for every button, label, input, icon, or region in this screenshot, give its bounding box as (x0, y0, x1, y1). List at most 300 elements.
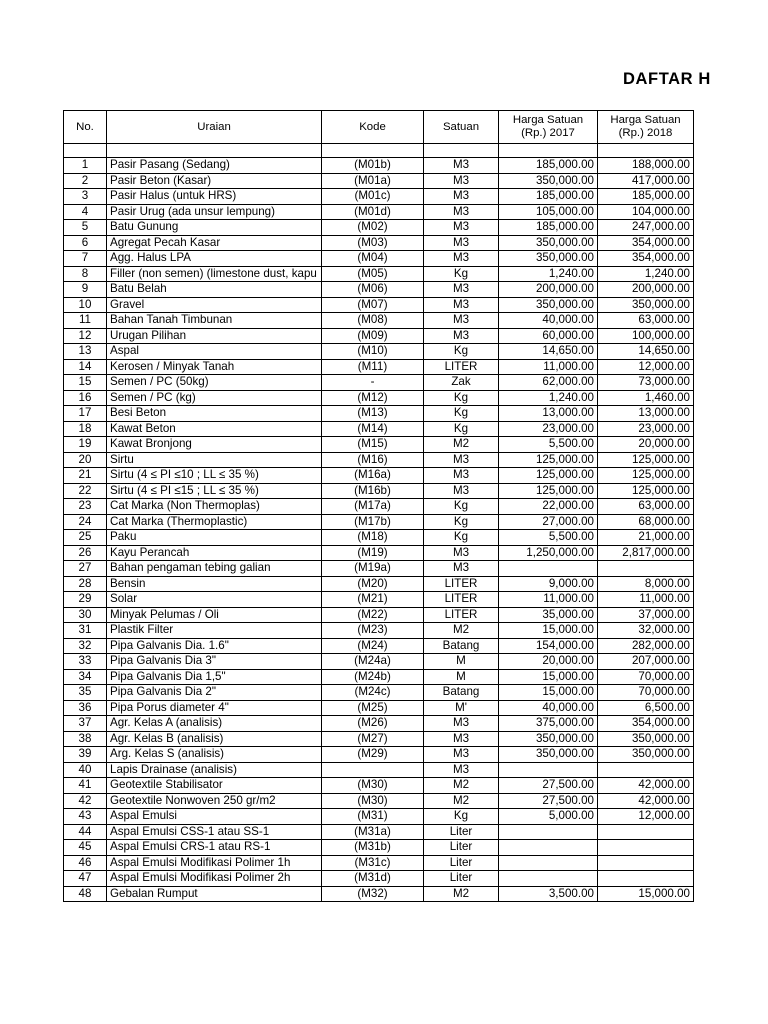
cell-kode: (M24) (322, 638, 424, 654)
cell-satuan: M3 (424, 173, 499, 189)
cell-satuan: M3 (424, 747, 499, 763)
cell-kode: (M11) (322, 359, 424, 375)
cell-harga-2018: 12,000.00 (598, 359, 694, 375)
cell-harga-2017: 350,000.00 (499, 747, 598, 763)
cell-harga-2017 (499, 855, 598, 871)
cell-harga-2017: 125,000.00 (499, 483, 598, 499)
cell-kode: (M19) (322, 545, 424, 561)
cell-satuan: Kg (424, 266, 499, 282)
cell-kode: (M08) (322, 313, 424, 329)
cell-no: 5 (64, 220, 107, 236)
cell-no: 9 (64, 282, 107, 298)
table-row (64, 840, 694, 856)
cell-no: 11 (64, 313, 107, 329)
cell-harga-2018: 11,000.00 (598, 592, 694, 608)
cell-harga-2018 (598, 871, 694, 887)
cell-kode: (M01a) (322, 173, 424, 189)
cell-harga-2017: 105,000.00 (499, 204, 598, 220)
cell-no: 4 (64, 204, 107, 220)
cell-harga-2018: 2,817,000.00 (598, 545, 694, 561)
cell-harga-2017: 11,000.00 (499, 592, 598, 608)
table-row (64, 731, 694, 747)
cell-harga-2018: 200,000.00 (598, 282, 694, 298)
cell-no: 31 (64, 623, 107, 639)
cell-kode: (M07) (322, 297, 424, 313)
cell-harga-2018: 63,000.00 (598, 313, 694, 329)
cell-kode: (M29) (322, 747, 424, 763)
cell-harga-2017: 22,000.00 (499, 499, 598, 515)
cell-satuan: Liter (424, 824, 499, 840)
cell-no: 13 (64, 344, 107, 360)
cell-harga-2018: 100,000.00 (598, 328, 694, 344)
cell-harga-2018 (598, 561, 694, 577)
cell-harga-2017: 350,000.00 (499, 251, 598, 267)
cell-satuan: M3 (424, 158, 499, 174)
table-row (64, 654, 694, 670)
cell-harga-2017: 35,000.00 (499, 607, 598, 623)
table-row (64, 778, 694, 794)
cell-uraian: Urugan Pilihan (107, 328, 322, 344)
cell-satuan: M2 (424, 778, 499, 794)
header-satuan: Satuan (424, 111, 499, 144)
cell-harga-2018: 282,000.00 (598, 638, 694, 654)
cell-kode: (M31d) (322, 871, 424, 887)
cell-harga-2017: 27,000.00 (499, 514, 598, 530)
cell-harga-2018 (598, 762, 694, 778)
cell-satuan: M3 (424, 328, 499, 344)
cell-harga-2017: 3,500.00 (499, 886, 598, 902)
cell-kode: (M02) (322, 220, 424, 236)
cell-uraian: Arg. Kelas S (analisis) (107, 747, 322, 763)
cell-harga-2017: 20,000.00 (499, 654, 598, 670)
cell-harga-2017: 13,000.00 (499, 406, 598, 422)
cell-harga-2018: 63,000.00 (598, 499, 694, 515)
cell-satuan: LITER (424, 359, 499, 375)
cell-harga-2017: 1,250,000.00 (499, 545, 598, 561)
cell-uraian: Aspal Emulsi Modifikasi Polimer 2h (107, 871, 322, 887)
cell-satuan: M3 (424, 731, 499, 747)
table-row (64, 359, 694, 375)
cell-kode: (M01d) (322, 204, 424, 220)
cell-harga-2018: 354,000.00 (598, 251, 694, 267)
table-row (64, 235, 694, 251)
cell-no: 15 (64, 375, 107, 391)
cell-satuan: M3 (424, 189, 499, 205)
table-row (64, 189, 694, 205)
table-row (64, 824, 694, 840)
cell-kode: (M22) (322, 607, 424, 623)
cell-uraian: Bahan Tanah Timbunan (107, 313, 322, 329)
cell-harga-2017: 11,000.00 (499, 359, 598, 375)
cell-no: 40 (64, 762, 107, 778)
cell-no: 14 (64, 359, 107, 375)
cell-uraian: Geotextile Nonwoven 250 gr/m2 (107, 793, 322, 809)
cell-satuan: M3 (424, 452, 499, 468)
cell-uraian: Cat Marka (Thermoplastic) (107, 514, 322, 530)
price-table (63, 110, 694, 902)
cell-kode: (M30) (322, 793, 424, 809)
cell-no: 24 (64, 514, 107, 530)
cell-harga-2018: 32,000.00 (598, 623, 694, 639)
cell-harga-2018: 6,500.00 (598, 700, 694, 716)
cell-harga-2018: 354,000.00 (598, 716, 694, 732)
cell-harga-2018: 37,000.00 (598, 607, 694, 623)
cell-satuan: M3 (424, 468, 499, 484)
cell-harga-2017 (499, 824, 598, 840)
cell-kode: (M12) (322, 390, 424, 406)
cell-harga-2017: 125,000.00 (499, 452, 598, 468)
cell-satuan: M2 (424, 437, 499, 453)
cell-uraian: Agr. Kelas B (analisis) (107, 731, 322, 747)
cell-satuan: M3 (424, 235, 499, 251)
cell-satuan: M2 (424, 793, 499, 809)
table-row (64, 158, 694, 174)
cell-kode: (M01b) (322, 158, 424, 174)
cell-uraian: Pasir Halus (untuk HRS) (107, 189, 322, 205)
blank-row (64, 144, 694, 158)
cell-uraian: Pipa Galvanis Dia. 1.6" (107, 638, 322, 654)
page-title: DAFTAR H (623, 70, 711, 88)
cell-harga-2017: 350,000.00 (499, 297, 598, 313)
cell-satuan: LITER (424, 607, 499, 623)
cell-kode: (M23) (322, 623, 424, 639)
cell-no: 1 (64, 158, 107, 174)
table-row (64, 406, 694, 422)
cell-no: 6 (64, 235, 107, 251)
cell-uraian: Sirtu (4 ≤ PI ≤15 ; LL ≤ 35 %) (107, 483, 322, 499)
cell-no: 12 (64, 328, 107, 344)
cell-kode: (M32) (322, 886, 424, 902)
table-row (64, 204, 694, 220)
table-row (64, 220, 694, 236)
cell-no: 30 (64, 607, 107, 623)
cell-no: 7 (64, 251, 107, 267)
cell-uraian: Pipa Porus diameter 4" (107, 700, 322, 716)
cell-kode: (M31) (322, 809, 424, 825)
table-row (64, 421, 694, 437)
cell-uraian: Semen / PC (50kg) (107, 375, 322, 391)
cell-uraian: Filler (non semen) (limestone dust, kapu (107, 266, 322, 282)
cell-no: 21 (64, 468, 107, 484)
cell-kode: (M01c) (322, 189, 424, 205)
table-row (64, 716, 694, 732)
cell-uraian: Aspal Emulsi CSS-1 atau SS-1 (107, 824, 322, 840)
cell-satuan: Kg (424, 421, 499, 437)
cell-satuan: LITER (424, 592, 499, 608)
cell-harga-2018: 125,000.00 (598, 483, 694, 499)
cell-harga-2018: 350,000.00 (598, 297, 694, 313)
cell-kode: (M24a) (322, 654, 424, 670)
cell-no: 38 (64, 731, 107, 747)
cell-harga-2017: 185,000.00 (499, 158, 598, 174)
table-row (64, 251, 694, 267)
table-row (64, 855, 694, 871)
table-row (64, 328, 694, 344)
header-kode: Kode (322, 111, 424, 144)
cell-no: 34 (64, 669, 107, 685)
cell-satuan: Batang (424, 685, 499, 701)
cell-harga-2018: 417,000.00 (598, 173, 694, 189)
table-row (64, 266, 694, 282)
cell-harga-2017: 62,000.00 (499, 375, 598, 391)
cell-no: 27 (64, 561, 107, 577)
cell-harga-2017: 40,000.00 (499, 700, 598, 716)
cell-harga-2017: 375,000.00 (499, 716, 598, 732)
cell-satuan: LITER (424, 576, 499, 592)
cell-uraian: Kawat Beton (107, 421, 322, 437)
cell-harga-2017: 5,500.00 (499, 437, 598, 453)
cell-no: 8 (64, 266, 107, 282)
cell-satuan: Kg (424, 390, 499, 406)
cell-no: 37 (64, 716, 107, 732)
cell-harga-2018 (598, 855, 694, 871)
table-row (64, 886, 694, 902)
cell-uraian: Gebalan Rumput (107, 886, 322, 902)
cell-harga-2017: 125,000.00 (499, 468, 598, 484)
cell-kode: (M30) (322, 778, 424, 794)
cell-satuan: Liter (424, 871, 499, 887)
cell-harga-2018: 247,000.00 (598, 220, 694, 236)
cell-kode: (M27) (322, 731, 424, 747)
cell-no: 19 (64, 437, 107, 453)
cell-no: 41 (64, 778, 107, 794)
cell-uraian: Bahan pengaman tebing galian (107, 561, 322, 577)
cell-no: 39 (64, 747, 107, 763)
table-row (64, 530, 694, 546)
cell-kode: (M05) (322, 266, 424, 282)
cell-uraian: Sirtu (107, 452, 322, 468)
cell-uraian: Batu Gunung (107, 220, 322, 236)
cell-no: 48 (64, 886, 107, 902)
cell-uraian: Solar (107, 592, 322, 608)
header-harga-2018: Harga Satuan (Rp.) 2018 (598, 111, 694, 144)
cell-harga-2018: 125,000.00 (598, 468, 694, 484)
cell-kode: (M31a) (322, 824, 424, 840)
cell-no: 20 (64, 452, 107, 468)
cell-harga-2017: 27,500.00 (499, 778, 598, 794)
cell-harga-2018: 1,240.00 (598, 266, 694, 282)
cell-satuan: M3 (424, 297, 499, 313)
cell-no: 47 (64, 871, 107, 887)
cell-no: 25 (64, 530, 107, 546)
cell-kode: (M06) (322, 282, 424, 298)
header-no: No. (64, 111, 107, 144)
cell-no: 36 (64, 700, 107, 716)
cell-uraian: Kawat Bronjong (107, 437, 322, 453)
table-row (64, 669, 694, 685)
cell-satuan: M3 (424, 716, 499, 732)
cell-kode: (M24b) (322, 669, 424, 685)
cell-harga-2017: 350,000.00 (499, 173, 598, 189)
table-row (64, 561, 694, 577)
cell-harga-2017: 350,000.00 (499, 731, 598, 747)
cell-harga-2017: 23,000.00 (499, 421, 598, 437)
cell-satuan: M3 (424, 545, 499, 561)
cell-harga-2018: 12,000.00 (598, 809, 694, 825)
cell-satuan: Kg (424, 499, 499, 515)
table-row (64, 747, 694, 763)
cell-harga-2018: 104,000.00 (598, 204, 694, 220)
cell-harga-2018: 1,460.00 (598, 390, 694, 406)
cell-uraian: Kayu Perancah (107, 545, 322, 561)
cell-uraian: Pasir Beton (Kasar) (107, 173, 322, 189)
table-row (64, 793, 694, 809)
cell-uraian: Batu Belah (107, 282, 322, 298)
cell-uraian: Geotextile Stabilisator (107, 778, 322, 794)
cell-satuan: Kg (424, 344, 499, 360)
cell-harga-2018: 8,000.00 (598, 576, 694, 592)
cell-harga-2018: 185,000.00 (598, 189, 694, 205)
cell-kode: - (322, 375, 424, 391)
table-row (64, 173, 694, 189)
cell-kode: (M04) (322, 251, 424, 267)
cell-no: 35 (64, 685, 107, 701)
table-row (64, 514, 694, 530)
cell-harga-2017: 154,000.00 (499, 638, 598, 654)
cell-no: 42 (64, 793, 107, 809)
cell-harga-2017: 15,000.00 (499, 623, 598, 639)
table-row (64, 282, 694, 298)
table-row (64, 437, 694, 453)
cell-harga-2017: 15,000.00 (499, 685, 598, 701)
cell-kode: (M14) (322, 421, 424, 437)
cell-uraian: Kerosen / Minyak Tanah (107, 359, 322, 375)
table-row (64, 871, 694, 887)
cell-harga-2017 (499, 762, 598, 778)
cell-harga-2017: 60,000.00 (499, 328, 598, 344)
cell-no: 46 (64, 855, 107, 871)
cell-no: 26 (64, 545, 107, 561)
cell-uraian: Plastik Filter (107, 623, 322, 639)
cell-uraian: Cat Marka (Non Thermoplas) (107, 499, 322, 515)
cell-satuan: M3 (424, 204, 499, 220)
cell-no: 10 (64, 297, 107, 313)
cell-kode: (M17b) (322, 514, 424, 530)
cell-uraian: Pipa Galvanis Dia 3" (107, 654, 322, 670)
table-row (64, 545, 694, 561)
cell-no: 18 (64, 421, 107, 437)
cell-uraian: Aspal Emulsi (107, 809, 322, 825)
cell-uraian: Semen / PC (kg) (107, 390, 322, 406)
cell-harga-2018: 350,000.00 (598, 731, 694, 747)
header-harga-2017: Harga Satuan (Rp.) 2017 (499, 111, 598, 144)
cell-kode: (M18) (322, 530, 424, 546)
table-row (64, 576, 694, 592)
cell-satuan: M2 (424, 886, 499, 902)
cell-harga-2017: 5,000.00 (499, 809, 598, 825)
cell-harga-2018: 350,000.00 (598, 747, 694, 763)
cell-satuan: M3 (424, 220, 499, 236)
cell-kode: (M31b) (322, 840, 424, 856)
cell-harga-2017: 1,240.00 (499, 390, 598, 406)
cell-uraian: Aspal Emulsi CRS-1 atau RS-1 (107, 840, 322, 856)
cell-uraian: Lapis Drainase (analisis) (107, 762, 322, 778)
cell-harga-2018: 68,000.00 (598, 514, 694, 530)
cell-harga-2017: 185,000.00 (499, 220, 598, 236)
cell-uraian: Pipa Galvanis Dia 1,5" (107, 669, 322, 685)
cell-uraian: Gravel (107, 297, 322, 313)
cell-no: 33 (64, 654, 107, 670)
cell-satuan: M3 (424, 561, 499, 577)
cell-no: 32 (64, 638, 107, 654)
cell-harga-2018: 42,000.00 (598, 778, 694, 794)
cell-kode (322, 762, 424, 778)
cell-harga-2017 (499, 561, 598, 577)
table-row (64, 623, 694, 639)
table-row (64, 499, 694, 515)
cell-kode: (M25) (322, 700, 424, 716)
cell-harga-2017: 185,000.00 (499, 189, 598, 205)
cell-satuan: M (424, 654, 499, 670)
cell-no: 23 (64, 499, 107, 515)
cell-harga-2017 (499, 840, 598, 856)
cell-harga-2017: 200,000.00 (499, 282, 598, 298)
cell-harga-2018: 15,000.00 (598, 886, 694, 902)
table-row (64, 344, 694, 360)
cell-no: 44 (64, 824, 107, 840)
cell-uraian: Pipa Galvanis Dia 2" (107, 685, 322, 701)
cell-kode: (M15) (322, 437, 424, 453)
cell-harga-2018: 21,000.00 (598, 530, 694, 546)
cell-no: 22 (64, 483, 107, 499)
cell-satuan: Zak (424, 375, 499, 391)
table-row (64, 452, 694, 468)
table-row (64, 809, 694, 825)
cell-harga-2018: 14,650.00 (598, 344, 694, 360)
cell-kode: (M16) (322, 452, 424, 468)
cell-uraian: Agg. Halus LPA (107, 251, 322, 267)
cell-satuan: M' (424, 700, 499, 716)
cell-harga-2018 (598, 840, 694, 856)
cell-harga-2018: 42,000.00 (598, 793, 694, 809)
cell-uraian: Besi Beton (107, 406, 322, 422)
cell-satuan: Kg (424, 530, 499, 546)
cell-harga-2018: 354,000.00 (598, 235, 694, 251)
cell-no: 3 (64, 189, 107, 205)
cell-harga-2018: 188,000.00 (598, 158, 694, 174)
header-uraian: Uraian (107, 111, 322, 144)
table-body (64, 158, 694, 902)
table-row (64, 297, 694, 313)
table-row (64, 607, 694, 623)
cell-satuan: Batang (424, 638, 499, 654)
table-row (64, 313, 694, 329)
cell-satuan: Kg (424, 514, 499, 530)
cell-satuan: M (424, 669, 499, 685)
table-row (64, 390, 694, 406)
cell-satuan: M3 (424, 483, 499, 499)
cell-kode: (M20) (322, 576, 424, 592)
cell-uraian: Pasir Pasang (Sedang) (107, 158, 322, 174)
cell-kode: (M31c) (322, 855, 424, 871)
cell-harga-2017: 5,500.00 (499, 530, 598, 546)
cell-uraian: Aspal Emulsi Modifikasi Polimer 1h (107, 855, 322, 871)
cell-uraian: Pasir Urug (ada unsur lempung) (107, 204, 322, 220)
cell-harga-2017: 27,500.00 (499, 793, 598, 809)
table-row (64, 592, 694, 608)
cell-uraian: Aspal (107, 344, 322, 360)
cell-satuan: M2 (424, 623, 499, 639)
cell-satuan: M3 (424, 251, 499, 267)
cell-kode: (M24c) (322, 685, 424, 701)
cell-kode: (M17a) (322, 499, 424, 515)
cell-harga-2018: 70,000.00 (598, 669, 694, 685)
cell-harga-2018: 20,000.00 (598, 437, 694, 453)
cell-kode: (M16a) (322, 468, 424, 484)
cell-no: 16 (64, 390, 107, 406)
cell-satuan: Kg (424, 406, 499, 422)
cell-no: 2 (64, 173, 107, 189)
